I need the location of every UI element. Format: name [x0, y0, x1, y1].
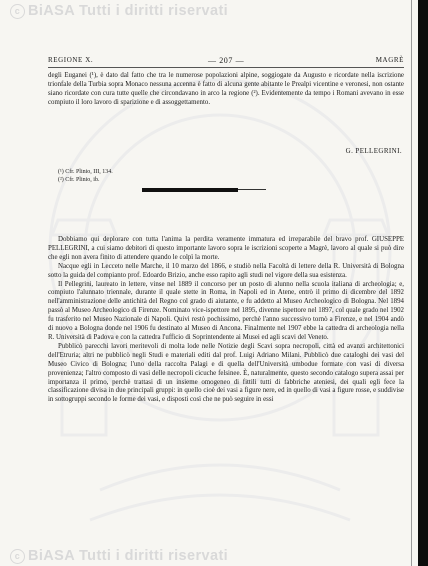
watermark-top — [10, 3, 228, 19]
signature: G. PELLEGRINI. — [345, 147, 402, 155]
watermark-top-text: BiASA Tutti i diritti riservati — [28, 3, 229, 19]
paragraph-2: Nacque egli in Lecceto nelle Marche, il 10 marzo del 1866, e studiò nella Facoltà di lettere della R. Università di Bologna sotto la guida del compianto prof. Edoardo Brizio, anche esso rapito agli studi nel vigore della sua esistenza. — [48, 262, 404, 279]
paragraph-1: Dobbiamo qui deplorare con tutta l'anima la perdita veramente immatura ed irreparabile del bravo prof. GIUSEPPE PELLEGRINI, a cui siamo debitori di questo importante lavoro sopra le iscrizioni scoperte a Magrè, lavoro al quale si può dire che egli non avera finito di attendere quando le colpì la morte. — [48, 236, 404, 261]
copyright-icon: c — [10, 4, 25, 19]
header-rule — [48, 67, 404, 68]
top-paragraph — [48, 72, 404, 108]
section-separator — [142, 188, 238, 192]
paragraph-4: Pubblicò parecchi lavori meritevoli di molta lode nelle Notizie degli Scavi sopra necropoli, città ed avanzi architettonici dell'Etruria; altri ne pubblicò negli Studi e materiali editi dal prof. Luigi Adriano Milani. Pubblicò due cataloghi dei vasi del Museo Civico di Bologna; l'uno della raccolta Palagi e di quella dell'Università umbodue formate con vasi di diversa provenienza; l'altro composto di vasi delle necropoli cicuche felsinee. È, naturalmente, questo secondo catalogo supera assai per importanza il primo, perchè trattasi di un insieme omogeneo di fittili tutti di fabbriche ateniesi, dei quali egli fece la classificazione divisa in due principali gruppi: in quello cioè dei vasi a figure nere, ed in quello di vasi a figure rosse, e suddivise in sottogruppi secondo le forme dei vasi, e disposti così che ne può seguire in essi — [48, 342, 404, 404]
watermark-bottom-text: BiASA Tutti i diritti riservati — [28, 548, 229, 564]
top-paragraph-text: degli Euganei (¹), è dato dal fatto che tra le numerose popolazioni alpine, soggiogate da Augusto e ricordate nella iscrizione trionfale della Turbia sopra Monaco nessuna accenna è fatto di alcuna gente abitante le Prealpi vicentine e veronesi, non ostante siano ricordate con cura tutte quelle che circondavano in arco la regione (²). Evidentemente da tempo i Romani avevano in esse compiuto il loro lavoro di sparizione e di assoggettamento. — [48, 72, 404, 106]
obituary-text — [48, 236, 404, 405]
header-place: MAGRÈ — [375, 56, 404, 64]
footnote-2: (²) Cfr. Plinio, ib. — [58, 177, 100, 183]
page-edge-line — [411, 0, 412, 566]
page-number: — 207 — — [208, 56, 245, 65]
scan-border — [418, 0, 428, 566]
section-separator-tail — [238, 189, 266, 190]
copyright-icon: c — [10, 549, 25, 564]
paragraph-3: Il Pellegrini, laureato in lettere, vinse nel 1889 il concorso per un posto di alunno nella scuola italiana di archeologia; e, compiuto l'alunnato triennale, durante il quale stette in Roma, in Napoli ed in Atene, entrò il primo di dicembre del 1892 nell'amministrazione delle antichità del Regno col grado di aiutante, e fu addetto al Museo Archeologico di Bologna. Nel 1894 passò al Museo Archeologico di Firenze. Nominato vice-ispettore nel 1895, divenne ispettore nel 1897, col quale grado nel 1902 fu trasferito nel Museo Nazionale di Napoli. Quivi restò pochissimo, perchè l'anno successivo tornò a Firenze, e nel 1904 andò di nuovo a Bologna donde nel 1906 fu destinato al Museo di Ancona. Finalmente nel 1907 ebbe la cattedra di archeologia nella R. Università di Padova e con la cattedra l'ufficio di Soprintendente ai Musei ed agli scavi del Veneto. — [48, 280, 404, 341]
header-region: REGIONE X. — [48, 56, 94, 64]
watermark-bottom — [10, 548, 228, 564]
footnote-1: (¹) Cfr. Plinio, III, 134. — [58, 169, 113, 175]
